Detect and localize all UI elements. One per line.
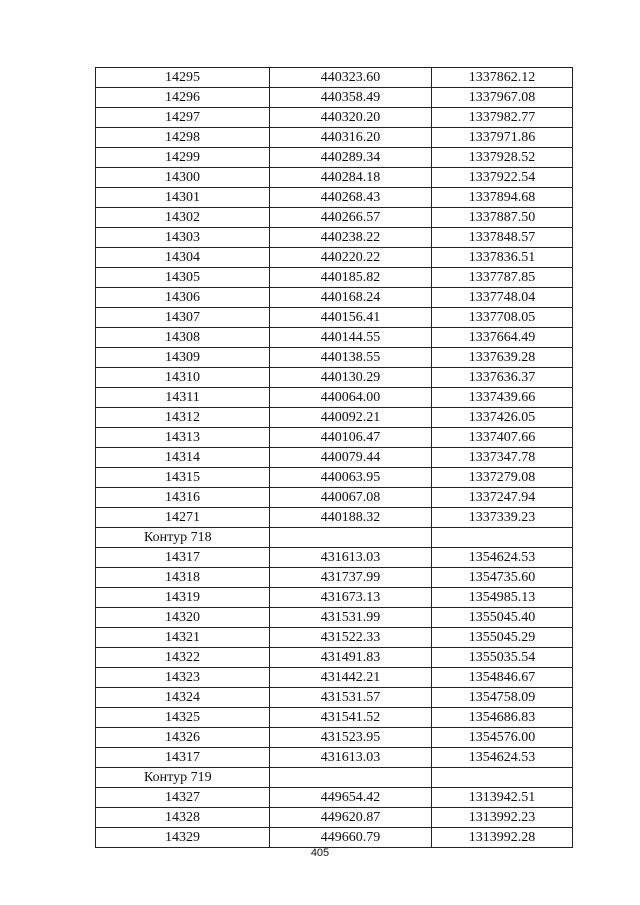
x-coordinate-cell: 440130.29 xyxy=(270,368,432,388)
x-coordinate-cell: 440188.32 xyxy=(270,508,432,528)
y-coordinate-cell: 1337279.08 xyxy=(432,468,573,488)
y-coordinate-cell: 1313992.23 xyxy=(432,808,573,828)
y-coordinate-cell: 1354624.53 xyxy=(432,548,573,568)
point-id-cell: 14310 xyxy=(96,368,270,388)
table-row xyxy=(96,288,573,308)
x-coordinate-cell: 440323.60 xyxy=(270,68,432,88)
point-id-cell: 14295 xyxy=(96,68,270,88)
x-coordinate-cell: 440238.22 xyxy=(270,228,432,248)
x-coordinate-cell: 440144.55 xyxy=(270,328,432,348)
x-coordinate-cell: 440185.82 xyxy=(270,268,432,288)
table-row xyxy=(96,648,573,668)
point-id-cell: 14328 xyxy=(96,808,270,828)
table-row xyxy=(96,808,573,828)
x-coordinate-cell: 440156.41 xyxy=(270,308,432,328)
point-id-cell: 14309 xyxy=(96,348,270,368)
x-coordinate-cell: 440316.20 xyxy=(270,128,432,148)
point-id-cell: 14307 xyxy=(96,308,270,328)
contour-header-row xyxy=(96,528,573,548)
empty-cell xyxy=(432,768,573,788)
point-id-cell: 14317 xyxy=(96,748,270,768)
x-coordinate-cell: 431491.83 xyxy=(270,648,432,668)
table-row xyxy=(96,708,573,728)
x-coordinate-cell: 440289.34 xyxy=(270,148,432,168)
x-coordinate-cell: 440067.08 xyxy=(270,488,432,508)
table-row xyxy=(96,208,573,228)
table-row xyxy=(96,348,573,368)
y-coordinate-cell: 1337639.28 xyxy=(432,348,573,368)
x-coordinate-cell: 431522.33 xyxy=(270,628,432,648)
y-coordinate-cell: 1354686.83 xyxy=(432,708,573,728)
point-id-cell: 14271 xyxy=(96,508,270,528)
table-row xyxy=(96,608,573,628)
table-row xyxy=(96,248,573,268)
table-row xyxy=(96,828,573,848)
y-coordinate-cell: 1337862.12 xyxy=(432,68,573,88)
y-coordinate-cell: 1354985.13 xyxy=(432,588,573,608)
x-coordinate-cell: 440220.22 xyxy=(270,248,432,268)
x-coordinate-cell: 440320.20 xyxy=(270,108,432,128)
y-coordinate-cell: 1354758.09 xyxy=(432,688,573,708)
point-id-cell: 14317 xyxy=(96,548,270,568)
x-coordinate-cell: 449660.79 xyxy=(270,828,432,848)
table-row xyxy=(96,728,573,748)
y-coordinate-cell: 1337982.77 xyxy=(432,108,573,128)
point-id-cell: 14315 xyxy=(96,468,270,488)
table-row xyxy=(96,408,573,428)
y-coordinate-cell: 1337439.66 xyxy=(432,388,573,408)
table-row xyxy=(96,88,573,108)
x-coordinate-cell: 440064.00 xyxy=(270,388,432,408)
point-id-cell: 14323 xyxy=(96,668,270,688)
table-row xyxy=(96,468,573,488)
y-coordinate-cell: 1337748.04 xyxy=(432,288,573,308)
y-coordinate-cell: 1337636.37 xyxy=(432,368,573,388)
y-coordinate-cell: 1337339.23 xyxy=(432,508,573,528)
table-row xyxy=(96,628,573,648)
y-coordinate-cell: 1354576.00 xyxy=(432,728,573,748)
x-coordinate-cell: 431531.99 xyxy=(270,608,432,628)
point-id-cell: 14308 xyxy=(96,328,270,348)
point-id-cell: 14304 xyxy=(96,248,270,268)
coordinates-table-body xyxy=(96,68,573,848)
empty-cell xyxy=(270,768,432,788)
y-coordinate-cell: 1337708.05 xyxy=(432,308,573,328)
page-number: 405 xyxy=(310,847,330,859)
y-coordinate-cell: 1337971.86 xyxy=(432,128,573,148)
point-id-cell: 14329 xyxy=(96,828,270,848)
x-coordinate-cell: 431523.95 xyxy=(270,728,432,748)
table-row xyxy=(96,108,573,128)
contour-header-row xyxy=(96,768,573,788)
y-coordinate-cell: 1337848.57 xyxy=(432,228,573,248)
x-coordinate-cell: 440358.49 xyxy=(270,88,432,108)
point-id-cell: 14303 xyxy=(96,228,270,248)
point-id-cell: 14312 xyxy=(96,408,270,428)
point-id-cell: 14306 xyxy=(96,288,270,308)
empty-cell xyxy=(270,528,432,548)
y-coordinate-cell: 1355045.40 xyxy=(432,608,573,628)
x-coordinate-cell: 431442.21 xyxy=(270,668,432,688)
x-coordinate-cell: 431541.52 xyxy=(270,708,432,728)
y-coordinate-cell: 1337887.50 xyxy=(432,208,573,228)
table-row xyxy=(96,368,573,388)
x-coordinate-cell: 431737.99 xyxy=(270,568,432,588)
x-coordinate-cell: 440268.43 xyxy=(270,188,432,208)
y-coordinate-cell: 1313992.28 xyxy=(432,828,573,848)
point-id-cell: 14297 xyxy=(96,108,270,128)
x-coordinate-cell: 440063.95 xyxy=(270,468,432,488)
table-row xyxy=(96,308,573,328)
x-coordinate-cell: 449620.87 xyxy=(270,808,432,828)
table-row xyxy=(96,688,573,708)
table-row xyxy=(96,668,573,688)
y-coordinate-cell: 1337664.49 xyxy=(432,328,573,348)
point-id-cell: 14313 xyxy=(96,428,270,448)
coordinates-table xyxy=(95,67,573,848)
x-coordinate-cell: 431613.03 xyxy=(270,548,432,568)
y-coordinate-cell: 1337426.05 xyxy=(432,408,573,428)
y-coordinate-cell: 1354624.53 xyxy=(432,748,573,768)
empty-cell xyxy=(432,528,573,548)
table-row xyxy=(96,588,573,608)
y-coordinate-cell: 1337347.78 xyxy=(432,448,573,468)
table-row xyxy=(96,328,573,348)
x-coordinate-cell: 440106.47 xyxy=(270,428,432,448)
contour-label: Контур 718 xyxy=(96,528,270,548)
table-row xyxy=(96,548,573,568)
y-coordinate-cell: 1337967.08 xyxy=(432,88,573,108)
point-id-cell: 14298 xyxy=(96,128,270,148)
x-coordinate-cell: 440284.18 xyxy=(270,168,432,188)
point-id-cell: 14318 xyxy=(96,568,270,588)
point-id-cell: 14296 xyxy=(96,88,270,108)
y-coordinate-cell: 1355035.54 xyxy=(432,648,573,668)
x-coordinate-cell: 431531.57 xyxy=(270,688,432,708)
point-id-cell: 14320 xyxy=(96,608,270,628)
x-coordinate-cell: 440092.21 xyxy=(270,408,432,428)
point-id-cell: 14325 xyxy=(96,708,270,728)
point-id-cell: 14324 xyxy=(96,688,270,708)
table-row xyxy=(96,508,573,528)
point-id-cell: 14301 xyxy=(96,188,270,208)
table-row xyxy=(96,188,573,208)
point-id-cell: 14322 xyxy=(96,648,270,668)
point-id-cell: 14327 xyxy=(96,788,270,808)
y-coordinate-cell: 1337836.51 xyxy=(432,248,573,268)
contour-label: Контур 719 xyxy=(96,768,270,788)
x-coordinate-cell: 449654.42 xyxy=(270,788,432,808)
point-id-cell: 14311 xyxy=(96,388,270,408)
table-row xyxy=(96,68,573,88)
x-coordinate-cell: 440138.55 xyxy=(270,348,432,368)
table-row xyxy=(96,428,573,448)
y-coordinate-cell: 1313942.51 xyxy=(432,788,573,808)
point-id-cell: 14314 xyxy=(96,448,270,468)
y-coordinate-cell: 1337787.85 xyxy=(432,268,573,288)
y-coordinate-cell: 1337247.94 xyxy=(432,488,573,508)
y-coordinate-cell: 1354846.67 xyxy=(432,668,573,688)
y-coordinate-cell: 1354735.60 xyxy=(432,568,573,588)
table-row xyxy=(96,388,573,408)
x-coordinate-cell: 431673.13 xyxy=(270,588,432,608)
y-coordinate-cell: 1337928.52 xyxy=(432,148,573,168)
table-row xyxy=(96,488,573,508)
x-coordinate-cell: 440079.44 xyxy=(270,448,432,468)
point-id-cell: 14326 xyxy=(96,728,270,748)
table-row xyxy=(96,168,573,188)
point-id-cell: 14302 xyxy=(96,208,270,228)
y-coordinate-cell: 1337894.68 xyxy=(432,188,573,208)
table-row xyxy=(96,228,573,248)
point-id-cell: 14305 xyxy=(96,268,270,288)
table-row xyxy=(96,448,573,468)
y-coordinate-cell: 1337407.66 xyxy=(432,428,573,448)
table-row xyxy=(96,748,573,768)
y-coordinate-cell: 1355045.29 xyxy=(432,628,573,648)
x-coordinate-cell: 440168.24 xyxy=(270,288,432,308)
table-row xyxy=(96,268,573,288)
x-coordinate-cell: 431613.03 xyxy=(270,748,432,768)
point-id-cell: 14299 xyxy=(96,148,270,168)
table-row xyxy=(96,128,573,148)
point-id-cell: 14316 xyxy=(96,488,270,508)
point-id-cell: 14319 xyxy=(96,588,270,608)
point-id-cell: 14300 xyxy=(96,168,270,188)
point-id-cell: 14321 xyxy=(96,628,270,648)
table-row xyxy=(96,568,573,588)
table-row xyxy=(96,788,573,808)
table-row xyxy=(96,148,573,168)
y-coordinate-cell: 1337922.54 xyxy=(432,168,573,188)
x-coordinate-cell: 440266.57 xyxy=(270,208,432,228)
